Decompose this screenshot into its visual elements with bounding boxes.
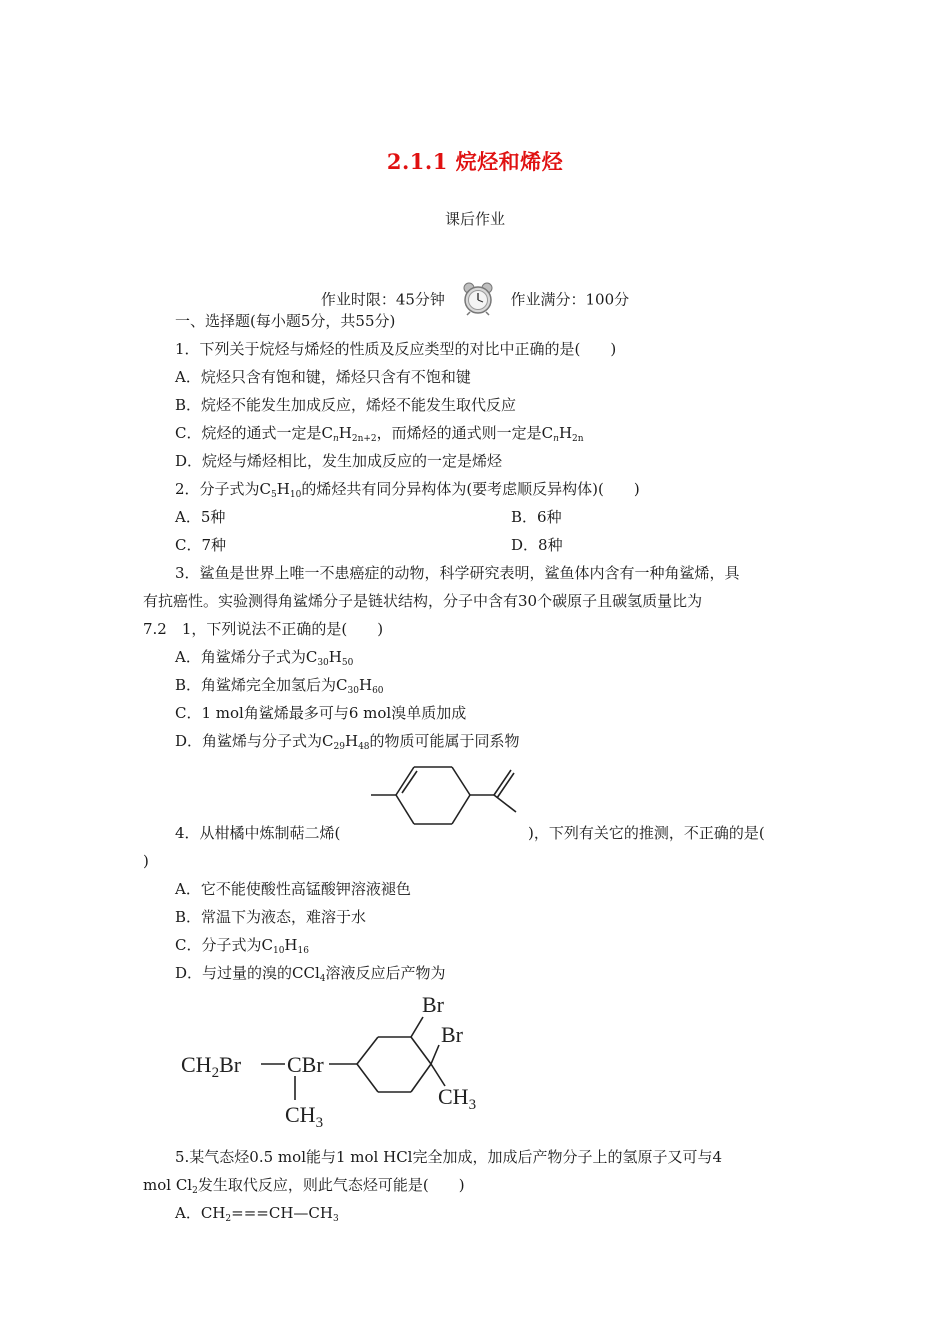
cbr-label: CBr xyxy=(287,1052,324,1077)
ch2br-label: $CH_2Br$ xyxy=(181,1052,242,1081)
q5-option-a: A．$CH_2===CH—CH_3$ xyxy=(175,1204,339,1224)
alarm-clock-icon xyxy=(460,282,496,316)
bromination-product-structure xyxy=(175,990,505,1130)
page-title: 2.1.1 烷烃和烯烃 xyxy=(386,149,564,174)
q3-option-a: A．角鲨烯分子式为$C_{30}H_{50}$ xyxy=(175,648,354,668)
q4-option-b: B．常温下为液态，难溶于水 xyxy=(175,908,367,926)
ch3-ring-label: $CH_3$ xyxy=(438,1084,477,1113)
br-top-label: Br xyxy=(422,992,444,1017)
section-heading: 一、选择题(每小题5分，共55分) xyxy=(175,312,396,330)
q1-stem: 1．下列关于烷烃与烯烃的性质及反应类型的对比中正确的是( ) xyxy=(175,340,617,358)
ch3-bottom-label: $CH_3$ xyxy=(285,1102,324,1130)
page-subtitle: 课后作业 xyxy=(444,210,505,228)
q1-option-a: A．烷烃只含有饱和键，烯烃只含有不饱和键 xyxy=(175,368,471,386)
q2-option-d: D．8种 xyxy=(511,536,563,554)
br-right-label: Br xyxy=(441,1022,463,1047)
q4-option-c: C．分子式为$C_{10}H_{16}$ xyxy=(175,936,309,956)
q4-stem-end: )，下列有关它的推测，不正确的是( xyxy=(528,824,765,842)
q4-stem-start: 4．从柑橘中炼制萜二烯( xyxy=(175,824,341,842)
q3-option-c: C．1 mol角鲨烯最多可与6 mol溴单质加成 xyxy=(175,704,467,722)
q2-option-c: C．7种 xyxy=(175,536,227,554)
limonene-structure xyxy=(366,762,526,834)
q1-option-c: C．烷烃的通式一定是$C_nH_{2n+2}$，而烯烃的通式则一定是$C_nH_{2n}$ xyxy=(175,424,584,444)
q3-stem-line1: 3．鲨鱼是世界上唯一不患癌症的动物，科学研究表明，鲨鱼体内含有一种角鲨烯，具 xyxy=(175,564,740,582)
q1-option-b: B．烷烃不能发生加成反应，烯烃不能发生取代反应 xyxy=(175,396,517,414)
q1-option-d: D．烷烃与烯烃相比，发生加成反应的一定是烯烃 xyxy=(175,452,503,470)
q2-stem: 2．分子式为$C_5H_{10}$的烯烃共有同分异构体为(要考虑顺反异构体)( ) xyxy=(175,480,640,500)
q2-option-a: A．5种 xyxy=(175,508,226,526)
q3-option-b: B．角鲨烯完全加氢后为$C_{30}H_{60}$ xyxy=(175,676,384,696)
q4-option-d: D．与过量的溴的CCl$_4$溶液反应后产物为 xyxy=(175,964,446,984)
time-limit: 作业时限：45分钟 xyxy=(320,290,445,309)
q3-option-d: D．角鲨烯与分子式为$C_{29}H_{48}$的物质可能属于同系物 xyxy=(175,732,520,752)
homework-limits xyxy=(0,282,950,316)
q2-option-b: B．6种 xyxy=(511,508,562,526)
q5-stem-line1: 5.某气态烃0.5 mol能与1 mol HCl完全加成，加成后产物分子上的氢原子又可与4 xyxy=(175,1148,723,1166)
score-limit: 作业满分：100分 xyxy=(510,290,630,309)
q3-stem-line2: 有抗癌性。实验测得角鲨烯分子是链状结构，分子中含有30个碳原子且碳氢质量比为 xyxy=(143,592,703,610)
q5-stem-line2: mol $Cl_2$发生取代反应，则此气态烃可能是( ) xyxy=(143,1176,465,1196)
q4-option-a: A．它不能使酸性高锰酸钾溶液褪色 xyxy=(175,880,411,898)
q3-stem-line3: 7.2 1，下列说法不正确的是( ) xyxy=(143,620,384,638)
q4-stem-close: ) xyxy=(143,852,149,870)
